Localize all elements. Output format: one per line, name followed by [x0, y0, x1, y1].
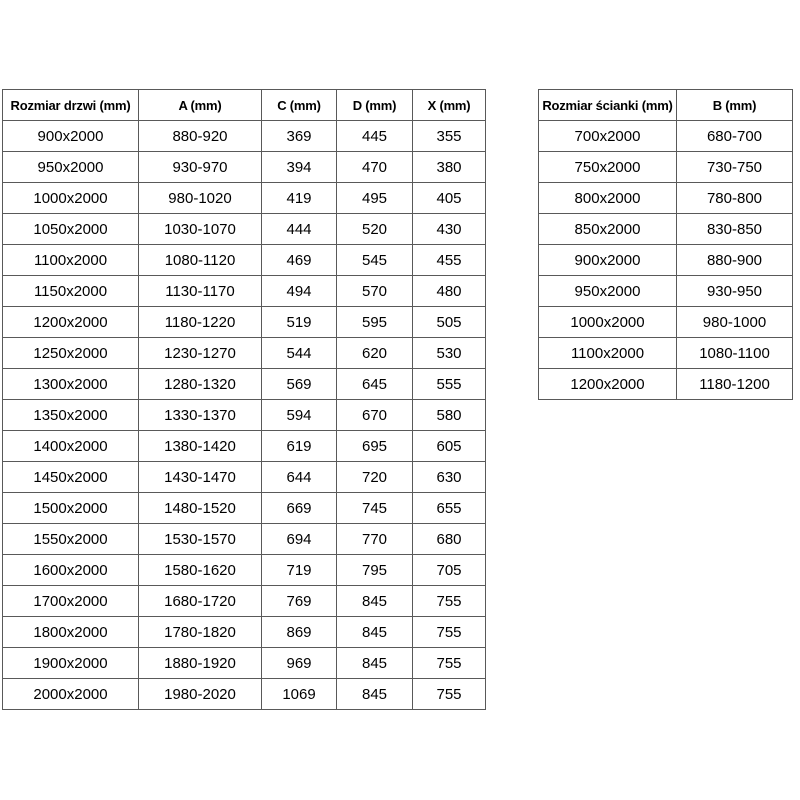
table-cell: 750x2000 — [539, 152, 677, 183]
table-row — [3, 338, 486, 369]
column-header: A (mm) — [139, 90, 262, 121]
table-cell: 1130-1170 — [139, 276, 262, 307]
table-cell: 569 — [262, 369, 337, 400]
column-header: B (mm) — [677, 90, 793, 121]
table-cell: 1280-1320 — [139, 369, 262, 400]
table-cell: 850x2000 — [539, 214, 677, 245]
table-cell: 705 — [413, 555, 486, 586]
table-cell: 1100x2000 — [3, 245, 139, 276]
table-cell: 1900x2000 — [3, 648, 139, 679]
table-cell: 445 — [337, 121, 413, 152]
table-cell: 1050x2000 — [3, 214, 139, 245]
table-row — [3, 648, 486, 679]
table-cell: 695 — [337, 431, 413, 462]
table-row — [539, 183, 793, 214]
table-cell: 800x2000 — [539, 183, 677, 214]
table-row — [3, 524, 486, 555]
table-cell: 644 — [262, 462, 337, 493]
table-cell: 405 — [413, 183, 486, 214]
table-row — [3, 586, 486, 617]
table-cell: 1780-1820 — [139, 617, 262, 648]
table-cell: 1580-1620 — [139, 555, 262, 586]
table-row — [3, 152, 486, 183]
table-cell: 530 — [413, 338, 486, 369]
table-cell: 1980-2020 — [139, 679, 262, 710]
table-row — [539, 121, 793, 152]
table-cell: 1300x2000 — [3, 369, 139, 400]
table-row — [3, 307, 486, 338]
wall-table-header — [539, 90, 793, 121]
table-row — [539, 369, 793, 400]
table-cell: 1200x2000 — [539, 369, 677, 400]
table-cell: 980-1020 — [139, 183, 262, 214]
table-cell: 1600x2000 — [3, 555, 139, 586]
table-cell: 519 — [262, 307, 337, 338]
table-cell: 555 — [413, 369, 486, 400]
table-cell: 380 — [413, 152, 486, 183]
table-cell: 694 — [262, 524, 337, 555]
table-cell: 1400x2000 — [3, 431, 139, 462]
table-cell: 1180-1200 — [677, 369, 793, 400]
table-cell: 470 — [337, 152, 413, 183]
table-row — [539, 276, 793, 307]
table-row — [3, 555, 486, 586]
table-cell: 795 — [337, 555, 413, 586]
table-cell: 394 — [262, 152, 337, 183]
column-header: X (mm) — [413, 90, 486, 121]
table-cell: 755 — [413, 617, 486, 648]
header-row — [539, 90, 793, 121]
header-row — [3, 90, 486, 121]
column-header: Rozmiar drzwi (mm) — [3, 90, 139, 121]
table-cell: 755 — [413, 648, 486, 679]
door-size-table — [2, 89, 486, 710]
table-cell: 670 — [337, 400, 413, 431]
table-cell: 1500x2000 — [3, 493, 139, 524]
table-row — [3, 214, 486, 245]
table-cell: 700x2000 — [539, 121, 677, 152]
column-header: Rozmiar ścianki (mm) — [539, 90, 677, 121]
table-cell: 930-970 — [139, 152, 262, 183]
table-cell: 880-900 — [677, 245, 793, 276]
table-cell: 480 — [413, 276, 486, 307]
table-cell: 755 — [413, 586, 486, 617]
table-cell: 1550x2000 — [3, 524, 139, 555]
table-cell: 1700x2000 — [3, 586, 139, 617]
table-row — [539, 152, 793, 183]
door-table-body — [3, 121, 486, 710]
table-cell: 969 — [262, 648, 337, 679]
table-cell: 495 — [337, 183, 413, 214]
table-cell: 620 — [337, 338, 413, 369]
table-cell: 494 — [262, 276, 337, 307]
table-cell: 594 — [262, 400, 337, 431]
door-table-header — [3, 90, 486, 121]
table-cell: 845 — [337, 648, 413, 679]
table-cell: 745 — [337, 493, 413, 524]
table-cell: 369 — [262, 121, 337, 152]
table-cell: 469 — [262, 245, 337, 276]
table-cell: 780-800 — [677, 183, 793, 214]
table-cell: 1180-1220 — [139, 307, 262, 338]
table-cell: 845 — [337, 679, 413, 710]
table-cell: 2000x2000 — [3, 679, 139, 710]
table-row — [3, 493, 486, 524]
table-cell: 769 — [262, 586, 337, 617]
table-cell: 680-700 — [677, 121, 793, 152]
table-cell: 770 — [337, 524, 413, 555]
table-cell: 595 — [337, 307, 413, 338]
table-cell: 1530-1570 — [139, 524, 262, 555]
table-cell: 580 — [413, 400, 486, 431]
table-cell: 1880-1920 — [139, 648, 262, 679]
wall-table-body — [539, 121, 793, 400]
table-row — [539, 245, 793, 276]
table-cell: 669 — [262, 493, 337, 524]
table-row — [3, 245, 486, 276]
table-cell: 1100x2000 — [539, 338, 677, 369]
table-cell: 545 — [337, 245, 413, 276]
table-row — [3, 431, 486, 462]
table-cell: 830-850 — [677, 214, 793, 245]
table-cell: 950x2000 — [539, 276, 677, 307]
table-cell: 1330-1370 — [139, 400, 262, 431]
table-cell: 980-1000 — [677, 307, 793, 338]
table-row — [3, 679, 486, 710]
table-row — [3, 369, 486, 400]
column-header: C (mm) — [262, 90, 337, 121]
table-cell: 720 — [337, 462, 413, 493]
table-cell: 505 — [413, 307, 486, 338]
table-row — [3, 400, 486, 431]
table-row — [3, 617, 486, 648]
table-row — [3, 183, 486, 214]
table-cell: 1680-1720 — [139, 586, 262, 617]
table-cell: 655 — [413, 493, 486, 524]
table-cell: 1250x2000 — [3, 338, 139, 369]
wall-size-table — [538, 89, 793, 400]
table-cell: 900x2000 — [539, 245, 677, 276]
table-cell: 605 — [413, 431, 486, 462]
table-cell: 1069 — [262, 679, 337, 710]
table-cell: 1350x2000 — [3, 400, 139, 431]
table-row — [539, 307, 793, 338]
table-row — [539, 338, 793, 369]
table-cell: 1200x2000 — [3, 307, 139, 338]
table-cell: 880-920 — [139, 121, 262, 152]
table-cell: 1450x2000 — [3, 462, 139, 493]
table-cell: 1150x2000 — [3, 276, 139, 307]
table-cell: 570 — [337, 276, 413, 307]
table-cell: 619 — [262, 431, 337, 462]
table-cell: 419 — [262, 183, 337, 214]
table-cell: 1230-1270 — [139, 338, 262, 369]
table-cell: 1800x2000 — [3, 617, 139, 648]
table-cell: 845 — [337, 617, 413, 648]
table-cell: 520 — [337, 214, 413, 245]
table-row — [539, 214, 793, 245]
table-cell: 719 — [262, 555, 337, 586]
table-cell: 1000x2000 — [3, 183, 139, 214]
table-cell: 430 — [413, 214, 486, 245]
table-cell: 845 — [337, 586, 413, 617]
table-cell: 1080-1100 — [677, 338, 793, 369]
table-cell: 544 — [262, 338, 337, 369]
table-row — [3, 462, 486, 493]
table-cell: 1080-1120 — [139, 245, 262, 276]
table-cell: 755 — [413, 679, 486, 710]
table-cell: 355 — [413, 121, 486, 152]
table-cell: 444 — [262, 214, 337, 245]
table-cell: 730-750 — [677, 152, 793, 183]
table-cell: 950x2000 — [3, 152, 139, 183]
table-cell: 1380-1420 — [139, 431, 262, 462]
table-cell: 1000x2000 — [539, 307, 677, 338]
table-cell: 630 — [413, 462, 486, 493]
table-cell: 1480-1520 — [139, 493, 262, 524]
table-cell: 455 — [413, 245, 486, 276]
column-header: D (mm) — [337, 90, 413, 121]
table-cell: 1030-1070 — [139, 214, 262, 245]
table-row — [3, 276, 486, 307]
table-cell: 680 — [413, 524, 486, 555]
table-row — [3, 121, 486, 152]
table-cell: 869 — [262, 617, 337, 648]
table-cell: 930-950 — [677, 276, 793, 307]
table-cell: 1430-1470 — [139, 462, 262, 493]
table-cell: 900x2000 — [3, 121, 139, 152]
table-cell: 645 — [337, 369, 413, 400]
